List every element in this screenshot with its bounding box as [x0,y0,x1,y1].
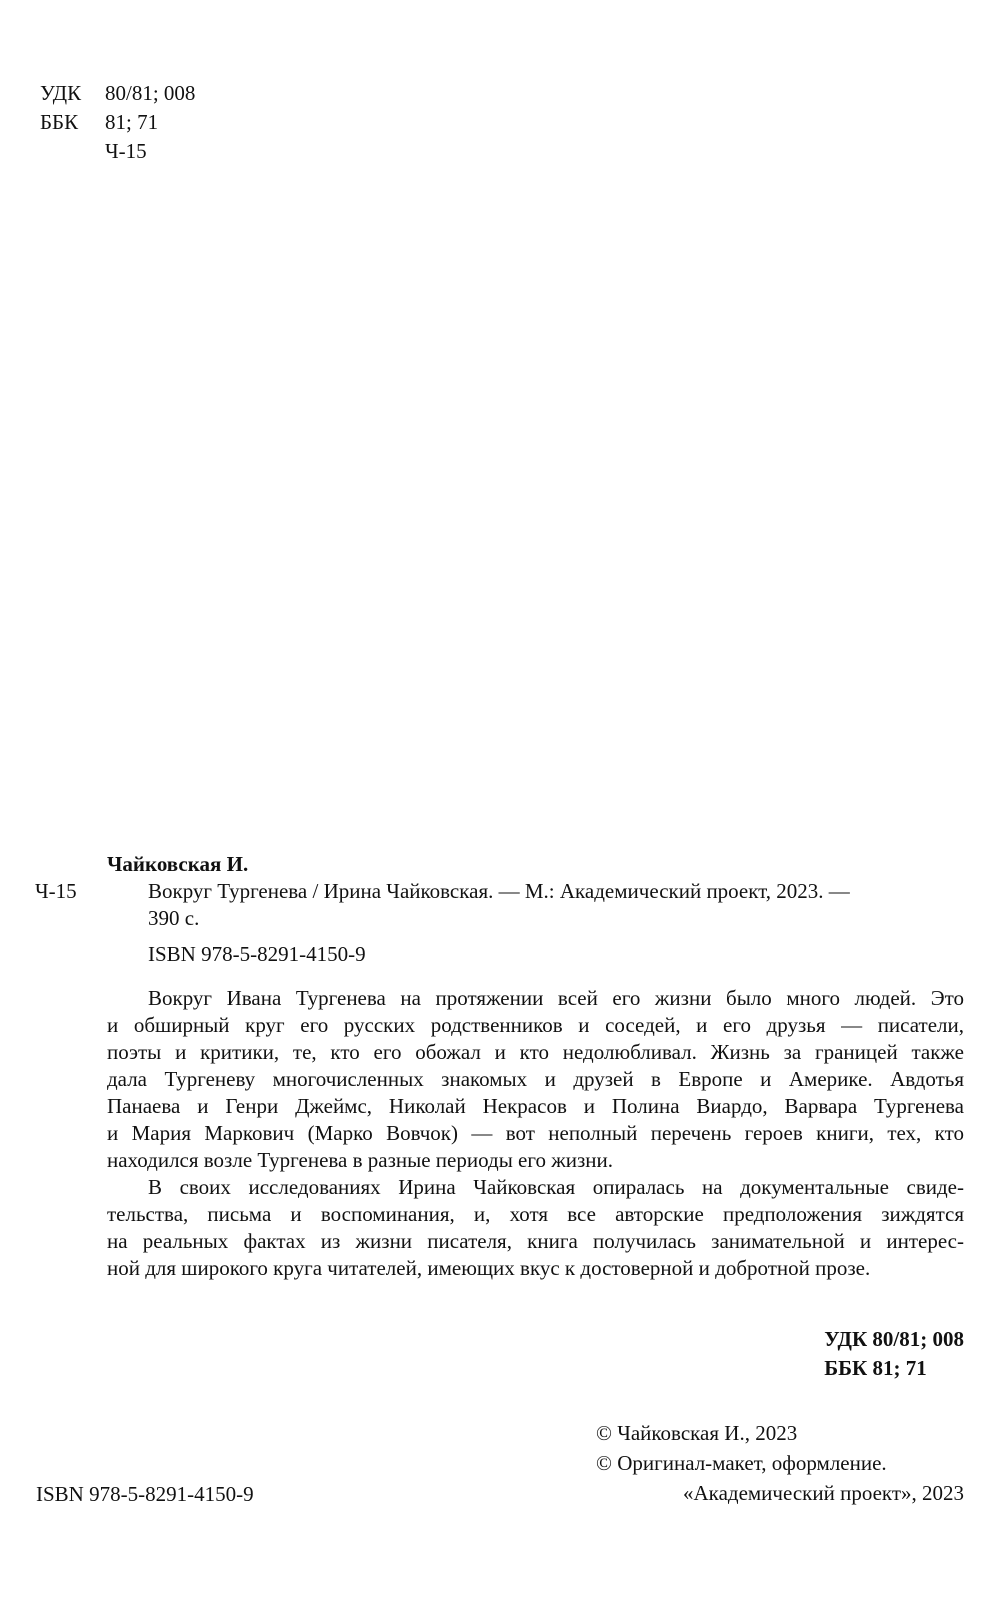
author-name: Чайковская И. [107,852,249,876]
abstract-line: Панаева и Генри Джеймс, Николай Некрасов и Полина Виардо, Варвара Тургенева [107,1094,964,1118]
abstract-line: находился возле Тургенева в разные периоды его жизни. [107,1148,613,1172]
copyright-layout: © Оригинал-макет, оформление. [596,1451,887,1475]
copyright-publisher: «Академический проект», 2023 [683,1481,964,1505]
top-classification-codes [40,80,195,167]
author-sign-row [40,138,195,167]
bbk-code: ББК 81; 71 [824,1356,927,1380]
abstract-line: и обширный круг его русских родственников и соседей, и его друзья — писатели, [107,1013,964,1037]
author-sign: Ч-15 [35,879,77,903]
bbk-row [40,109,195,138]
biblio-line-1: Вокруг Тургенева / Ирина Чайковская. — М.: Академический проект, 2023. — [148,879,850,903]
biblio-line-2: 390 с. [148,906,200,930]
abstract-line: поэты и критики, те, кто его обожал и кто недолюбливал. Жизнь за границей также [107,1040,964,1064]
abstract-line: тельства, письма и воспоминания, и, хотя все авторские предположения зиждятся [107,1202,964,1226]
bbk-value: 81; 71 [105,110,159,134]
abstract-line: и Мария Маркович (Марко Вовчок) — вот неполный перечень героев книги, тех, кто [107,1121,964,1145]
abstract-line: ной для широкого круга читателей, имеющих вкус к достоверной и добротной прозе. [107,1256,871,1280]
copyright-block [596,1420,964,1510]
abstract-line: дала Тургеневу многочисленных знакомых и друзей в Европе и Америке. Авдотья [107,1067,964,1091]
author-sign-top: Ч-15 [105,139,147,163]
bbk-label: ББК [40,110,79,134]
abstract [107,985,964,1282]
footer-isbn: ISBN 978-5-8291-4150-9 [36,1482,254,1506]
abstract-line: В своих исследованиях Ирина Чайковская опиралась на документальные свиде- [148,1175,964,1199]
udk-code: УДК 80/81; 008 [824,1327,964,1351]
abstract-paragraph-1 [107,985,964,1174]
abstract-paragraph-2 [107,1174,964,1282]
abstract-line: Вокруг Ивана Тургенева на протяжении всей его жизни было много людей. Это [148,986,964,1010]
isbn: ISBN 978-5-8291-4150-9 [148,942,366,966]
classification-codes [824,1326,964,1384]
udk-label: УДК [40,81,82,105]
copyright-author: © Чайковская И., 2023 [596,1421,798,1445]
udk-row [40,80,195,109]
udk-value: 80/81; 008 [105,81,196,105]
bibliographic-description [148,878,963,932]
abstract-line: на реальных фактах из жизни писателя, книга получилась занимательной и интерес- [107,1229,964,1253]
